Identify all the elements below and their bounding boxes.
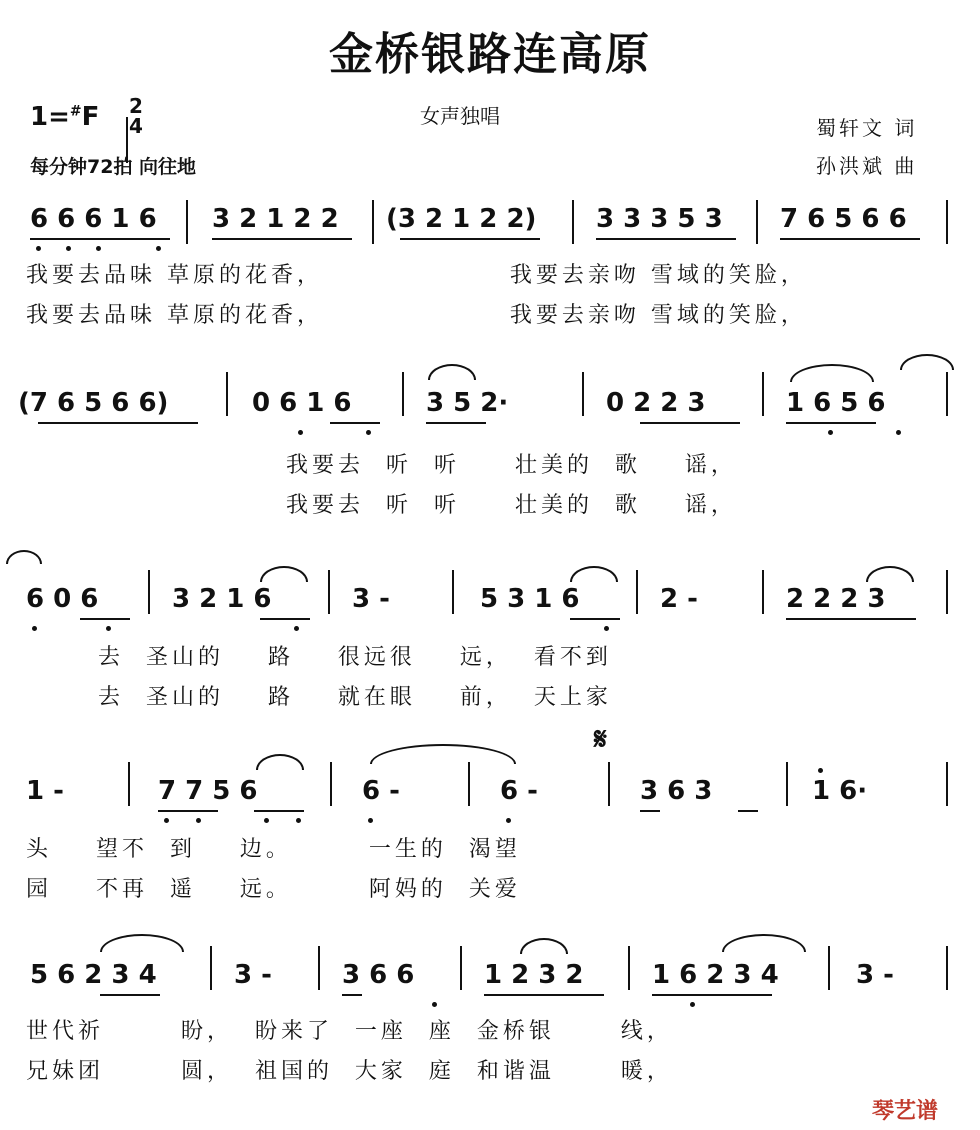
beam-line: [780, 238, 920, 240]
octave-dot: [294, 626, 299, 631]
beam-line: [400, 238, 540, 240]
measure-6: 2 2 2 3: [786, 584, 886, 614]
beam-line: [254, 810, 304, 812]
slur-arc: [428, 364, 476, 380]
key-label: 1=#F: [30, 102, 100, 132]
barline: [186, 200, 188, 244]
key-signature: [30, 92, 160, 142]
measure-5: 3 6 3: [640, 776, 713, 806]
measure-3: 3 6 6: [342, 960, 415, 990]
slur-arc: [866, 566, 914, 582]
beam-line: [212, 238, 352, 240]
octave-dot: [66, 246, 71, 251]
barline: [328, 570, 330, 614]
measure-4: 1 2 3 2: [484, 960, 584, 990]
measure-2: 3 2 1 6: [172, 584, 272, 614]
barline: [946, 372, 948, 416]
measure-4: 5 3 1 6: [480, 584, 580, 614]
tie-arc: [370, 744, 516, 764]
octave-dot: [298, 430, 303, 435]
barline: [756, 200, 758, 244]
measure-2: 7 7 5 6: [158, 776, 258, 806]
measure-3: 6 -: [362, 776, 400, 806]
octave-dot: [296, 818, 301, 823]
barline: [786, 762, 788, 806]
octave-dot: [604, 626, 609, 631]
barline: [828, 946, 830, 990]
measure-5: 7 6 5 6 6: [780, 204, 907, 234]
measure-1: 5 6 2 3 4: [30, 960, 157, 990]
beam-line: [100, 994, 160, 996]
lyric-line-2: 去 圣山的 路 就在眼 前， 天上家: [98, 685, 612, 710]
barline: [402, 372, 404, 416]
beam-line: [786, 618, 916, 620]
tie-arc: [900, 354, 954, 370]
lyric-line-1: 头 望不 到 边。 一生的 渴望: [26, 837, 521, 862]
tempo-marking: 每分钟72拍 向往地: [30, 156, 197, 178]
octave-dot: [506, 818, 511, 823]
octave-dot: [690, 1002, 695, 1007]
beam-line: [260, 618, 310, 620]
lyric-line-2: 兄妹团 圆， 祖国的 大家 庭 和谐温 暖，: [26, 1059, 673, 1084]
barline: [946, 200, 948, 244]
beam-line: [652, 994, 772, 996]
beam-line: [342, 994, 362, 996]
barline: [210, 946, 212, 990]
measure-4: 6 -: [500, 776, 538, 806]
barline: [608, 762, 610, 806]
barline: [572, 200, 574, 244]
beam-line: [640, 422, 740, 424]
measure-1: (7 6 5 6 6): [18, 388, 169, 418]
slur-arc: [256, 754, 304, 770]
barline: [226, 372, 228, 416]
barline: [946, 570, 948, 614]
octave-dot: [432, 1002, 437, 1007]
octave-dot: [818, 768, 823, 773]
octave-dot: [96, 246, 101, 251]
barline: [148, 570, 150, 614]
barline: [762, 570, 764, 614]
measure-2: 3 -: [234, 960, 272, 990]
barline: [460, 946, 462, 990]
octave-dot: [896, 430, 901, 435]
barline: [468, 762, 470, 806]
tie-arc: [6, 550, 42, 564]
barline: [636, 570, 638, 614]
beam-line: [570, 618, 620, 620]
measure-2: 3 2 1 2 2: [212, 204, 339, 234]
measure-4: 3 3 3 5 3: [596, 204, 723, 234]
lyric-line-1: 去 圣山的 路 很远很 远， 看不到: [98, 645, 612, 670]
slur-arc: [722, 934, 806, 952]
beam-line: [738, 810, 758, 812]
octave-dot: [36, 246, 41, 251]
measure-1: 1 -: [26, 776, 64, 806]
beam-line: [330, 422, 380, 424]
beam-line: [640, 810, 660, 812]
time-signature: 2 4: [126, 96, 146, 136]
beam-line: [30, 238, 170, 240]
measure-1: 6 6 6 1 6: [30, 204, 157, 234]
octave-dot: [106, 626, 111, 631]
measure-6: 1 6·: [812, 776, 868, 806]
performance-type: 女声独唱: [420, 104, 500, 128]
measure-1: 6 0 6: [26, 584, 99, 614]
barline: [946, 762, 948, 806]
measure-5: 1 6 2 3 4: [652, 960, 779, 990]
lyric-line-1: 我要去 听 听 壮美的 歌 谣，: [286, 453, 737, 478]
barline: [128, 762, 130, 806]
octave-dot: [164, 818, 169, 823]
beam-line: [158, 810, 218, 812]
lyricist-credit: 蜀轩文 词: [816, 116, 918, 140]
measure-4: 0 2 2 3: [606, 388, 706, 418]
octave-dot: [156, 246, 161, 251]
lyric-line-2: 我要去 听 听 壮美的 歌 谣，: [286, 493, 737, 518]
measure-3: 3 -: [352, 584, 390, 614]
beam-line: [786, 422, 876, 424]
octave-dot: [196, 818, 201, 823]
barline: [452, 570, 454, 614]
octave-dot: [368, 818, 373, 823]
slur-arc: [100, 934, 184, 952]
barline: [318, 946, 320, 990]
song-title: 金桥银路连高原: [329, 29, 651, 80]
segno-sign: 𝄋: [594, 722, 607, 757]
measure-5: 1 6 5 6: [786, 388, 886, 418]
measure-3: (3 2 1 2 2): [386, 204, 537, 234]
lyric-line-2: 园 不再 遥 远。 阿妈的 关爱: [26, 877, 521, 902]
measure-5: 2 -: [660, 584, 698, 614]
lyric-line-1: 我要去品味 草原的花香， 我要去亲吻 雪域的笑脸，: [26, 263, 807, 288]
octave-dot: [366, 430, 371, 435]
barline: [946, 946, 948, 990]
measure-2: 0 6 1 6: [252, 388, 352, 418]
octave-dot: [264, 818, 269, 823]
octave-dot: [32, 626, 37, 631]
barline: [330, 762, 332, 806]
slur-arc: [790, 364, 874, 382]
slur-arc: [570, 566, 618, 582]
slur-arc: [260, 566, 308, 582]
barline: [628, 946, 630, 990]
measure-6: 3 -: [856, 960, 894, 990]
barline: [582, 372, 584, 416]
slur-arc: [520, 938, 568, 954]
measure-3: 3 5 2·: [426, 388, 509, 418]
watermark-logo: 琴艺谱: [872, 1099, 939, 1124]
beam-line: [80, 618, 130, 620]
composer-credit: 孙洪斌 曲: [816, 154, 918, 178]
lyric-line-1: 世代祈 盼， 盼来了 一座 座 金桥银 线，: [26, 1019, 673, 1044]
barline: [762, 372, 764, 416]
lyric-line-2: 我要去品味 草原的花香， 我要去亲吻 雪域的笑脸，: [26, 303, 807, 328]
barline: [372, 200, 374, 244]
beam-line: [426, 422, 486, 424]
beam-line: [38, 422, 198, 424]
octave-dot: [828, 430, 833, 435]
beam-line: [596, 238, 736, 240]
beam-line: [484, 994, 604, 996]
